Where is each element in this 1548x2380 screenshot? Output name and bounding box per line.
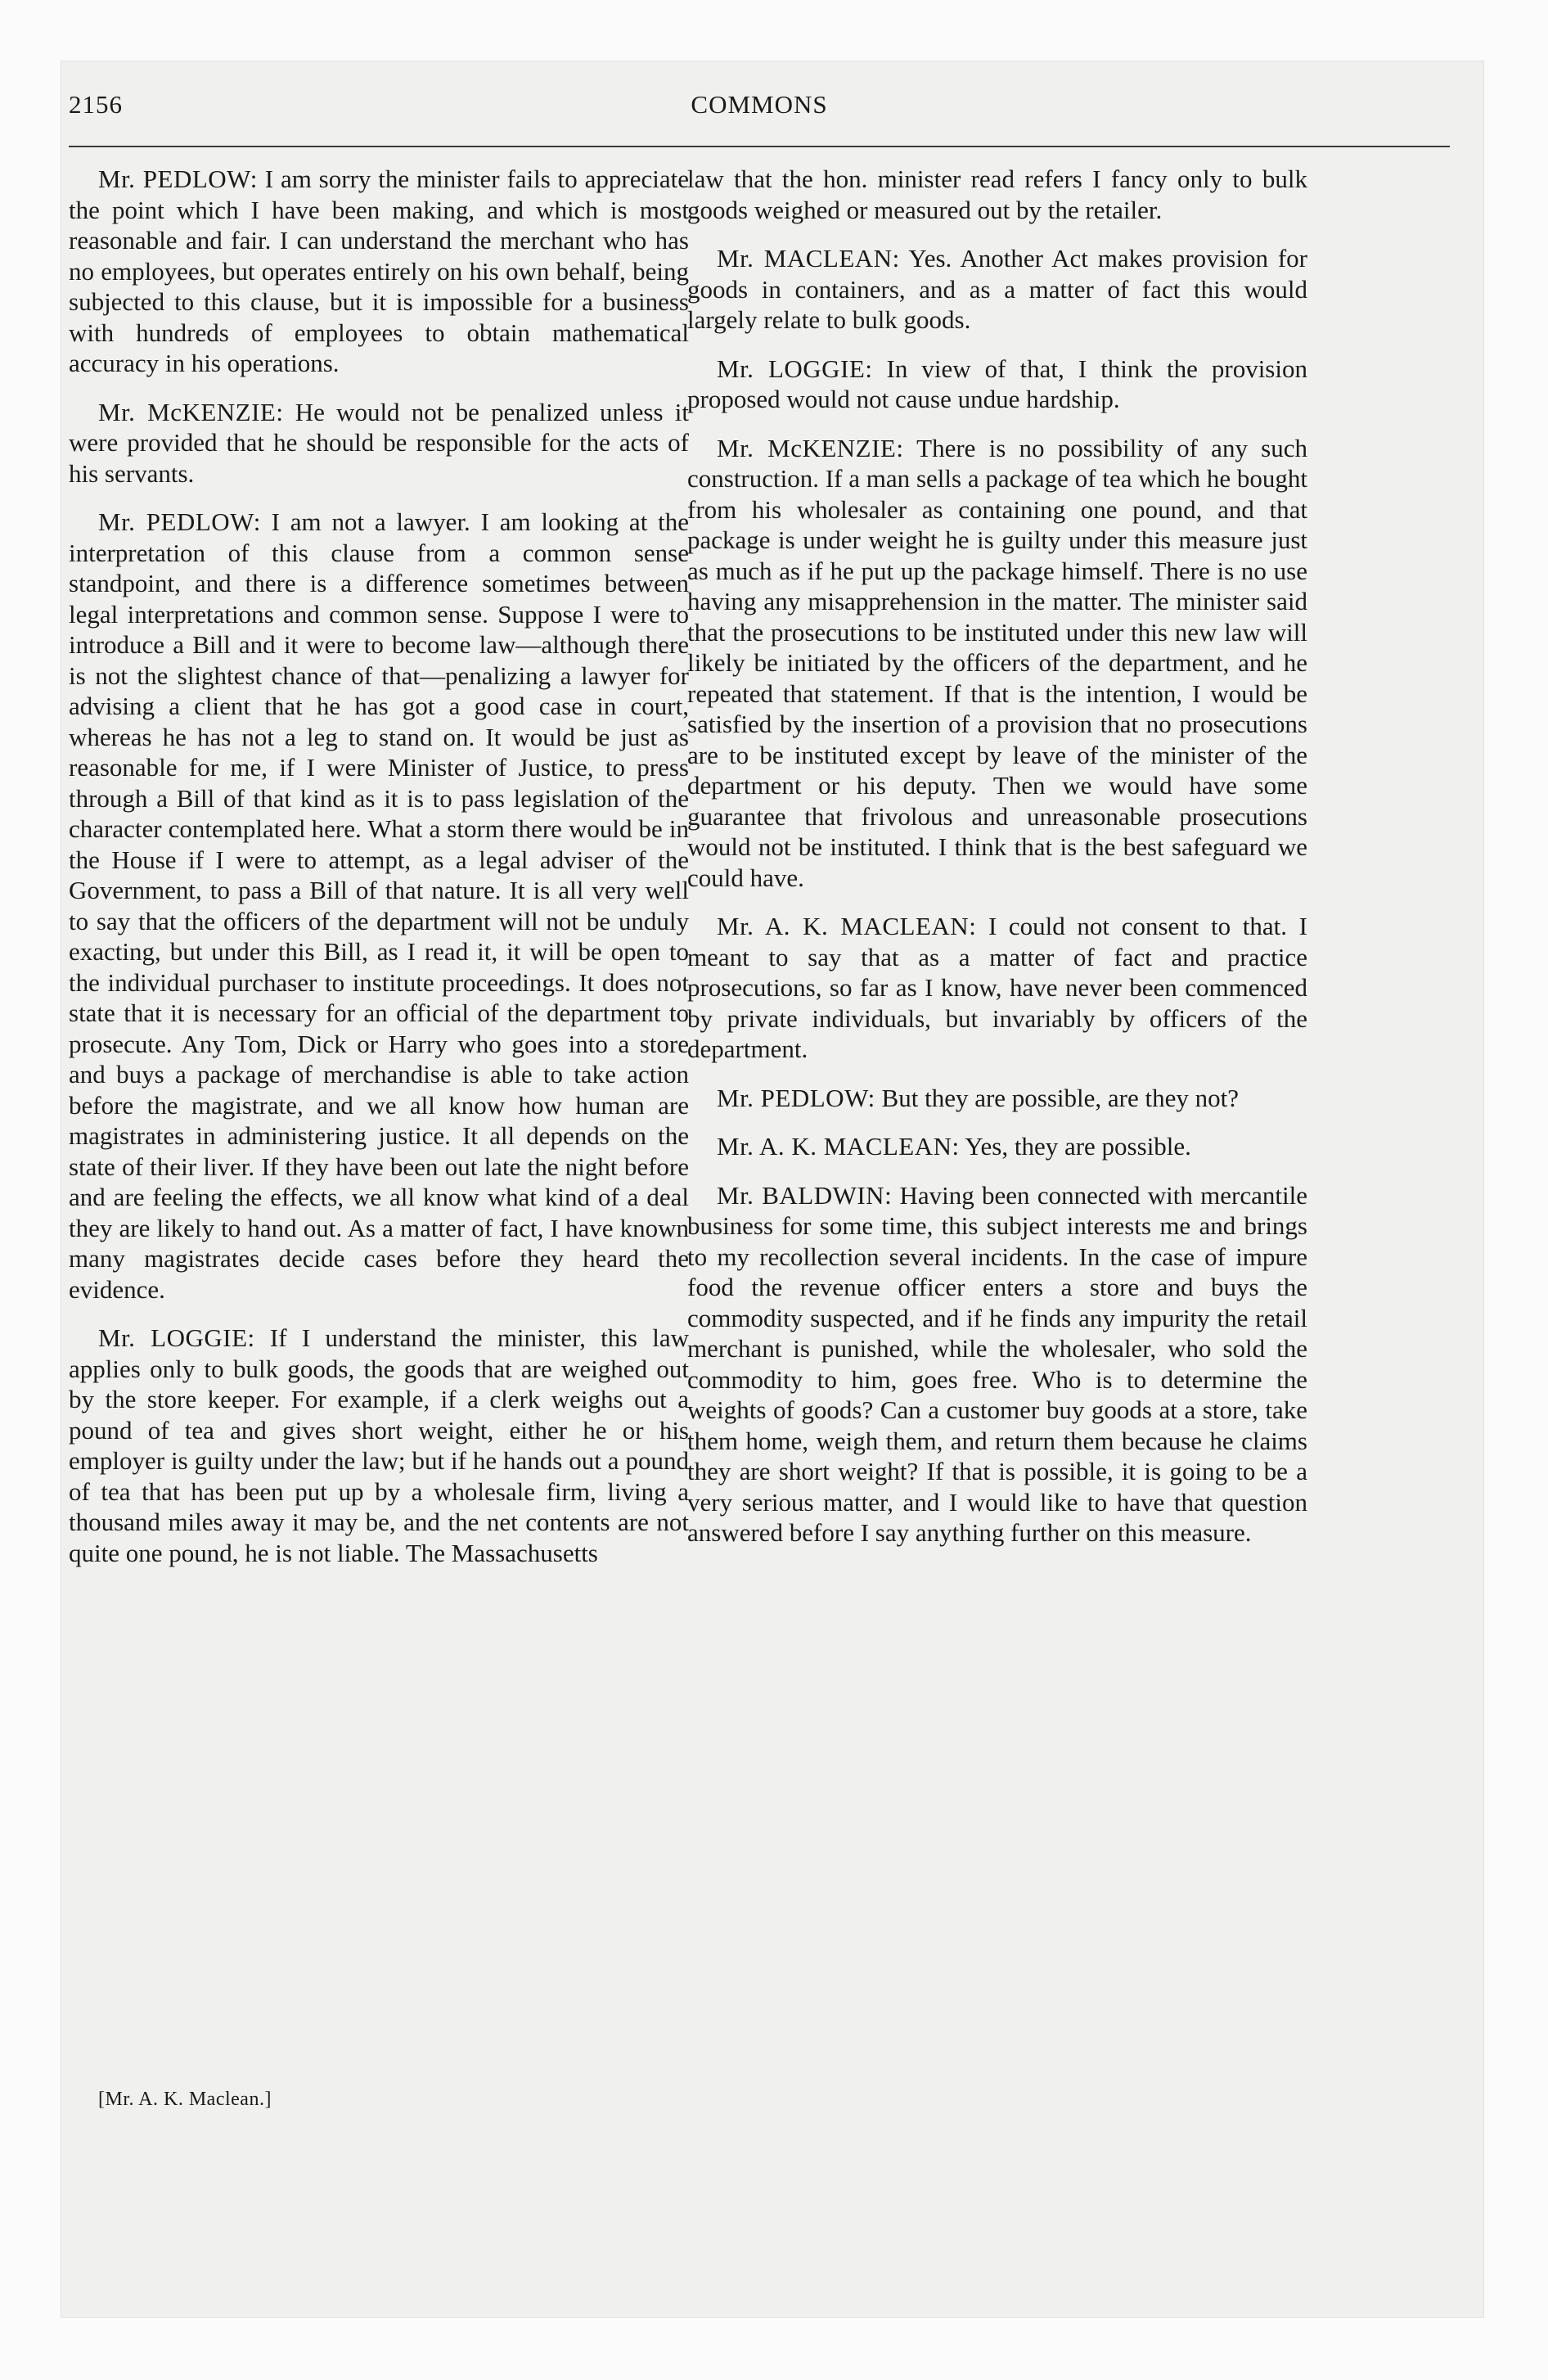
paragraph-text: In view of that, I think the provision proposed would not cause undue hardship.: [687, 354, 1307, 413]
paragraph: [687, 911, 1307, 1065]
paragraph-text: Yes. Another Act makes provision for goods in containers, and as a matter of fact this would largely relate to bulk goods.: [687, 244, 1307, 334]
paragraph: [69, 1323, 689, 1568]
speaker-name: Mr. MACLEAN:: [717, 244, 900, 273]
speaker-name: Mr. LOGGIE:: [717, 354, 873, 383]
paragraph-text: There is no possibility of any such construction. If a man sells a package of tea which he bought from his wholesaler as containing one pound, and that package is under weight he is guilty under this measure just as much as if he put up the package himself. There is no use having any misapprehension in the matter. The minister said that the prosecutions to be instituted under this new law will likely be initiated by the officers of the department, and he repeated that statement. If that is the intention, I would be satisfied by the insertion of a provision that no prosecutions are to be instituted except by leave of the minister of the department or his deputy. Then we would have some guarantee that frivolous and unreasonable prosecutions would not be instituted. I think that is the best safeguard we could have.: [687, 433, 1307, 892]
paragraph: [69, 397, 689, 489]
speaker-name: Mr. BALDWIN:: [717, 1180, 893, 1210]
speaker-name: Mr. PEDLOW:: [98, 507, 261, 536]
paragraph: [687, 433, 1307, 894]
paragraph-text: If I understand the minister, this law applies only to bulk goods, the goods that are weighed out by the store keeper. For example, if a clerk weighs out a pound of tea and gives short weight, either he or his employer is guilty under the law; but if he hands out a pound of tea that has been put up by a wholesale firm, living a thousand miles away it may be, and the net contents are not quite one pound, he is not liable. The Massachusetts: [69, 1323, 689, 1567]
speaker-name: Mr. PEDLOW:: [98, 165, 258, 193]
page-header: [69, 90, 1450, 139]
paragraph: [687, 1131, 1307, 1162]
left-column: [69, 164, 689, 1586]
speaker-name: Mr. A. K. MACLEAN:: [717, 1132, 960, 1161]
right-column: [687, 164, 1307, 1566]
speaker-name: Mr. A. K. MACLEAN:: [717, 912, 977, 940]
paragraph: [687, 243, 1307, 336]
footnote: [Mr. A. K. Maclean.]: [98, 2089, 272, 2110]
paragraph: [687, 354, 1307, 415]
paragraph-text: But they are possible, are they not?: [875, 1083, 1239, 1112]
paragraph-text: I could not consent to that. I meant to say that as a matter of fact and practice prosecutions, so far as I know, have never been commenced by private individuals, but invariably by officers of the department.: [687, 912, 1307, 1063]
paragraph-text: Having been connected with mercantile business for some time, this subject interests me and brings to my recollection several incidents. In the case of impure food the revenue officer enters a store and buys the commodity suspected, and if he finds any impurity the retail merchant is punished, while the wholesaler, who sold the commodity to him, goes free. Who is to determine the weights of goods? Can a customer buy goods at a store, take them home, weigh them, and return them because he claims they are short weight? If that is possible, it is going to be a very serious matter, and I would like to have that question answered before I say anything further on this measure.: [687, 1180, 1307, 1547]
page-number: 2156: [69, 90, 123, 119]
paragraph-text: I am not a lawyer. I am looking at the interpretation of this clause from a common sense standpoint, and there is a difference sometimes between legal interpretations and common sense. Suppose I were to introduce a Bill and it were to become law—although there is not the slightest chance of that—penalizing a lawyer for advising a client that he has got a good case in court, whereas he has not a leg to stand on. It would be just as reasonable for me, if I were Minister of Justice, to press through a Bill of that kind as it is to pass legislation of the character contemplated here. What a storm there would be in the House if I were to attempt, as a legal adviser of the Government, to pass a Bill of that nature. It is all very well to say that the officers of the department will not be unduly exacting, but under this Bill, as I read it, it will be open to the individual purchaser to institute proceedings. It does not state that it is necessary for an official of the department to prosecute. Any Tom, Dick or Harry who goes into a store and buys a package of merchandise is able to take action before the magistrate, and we all know how human are magistrates in administering justice. It all depends on the state of their liver. If they have been out late the night before and are feeling the effects, we all know what kind of a deal they are likely to hand out. As a matter of fact, I have known many magistrates decide cases before they heard the evidence.: [69, 507, 689, 1304]
paragraph: [69, 507, 689, 1305]
paragraph-text: I am sorry the minister fails to appreciate the point which I have been making, and which is most reasonable and fair. I can understand the merchant who has no employees, but operates entirely on his own behalf, being subjected to this clause, but it is impossible for a business with hundreds of employees to obtain mathematical accuracy in his operations.: [69, 165, 689, 377]
speaker-name: Mr. McKENZIE:: [98, 397, 284, 426]
header-rule: [69, 146, 1450, 147]
paragraph-continued: [687, 164, 1307, 225]
running-title: COMMONS: [691, 90, 828, 119]
paragraph-text: He would not be penalized unless it were provided that he should be responsible for the acts of his servants.: [69, 397, 689, 488]
speaker-name: Mr. LOGGIE:: [98, 1323, 255, 1352]
paragraph: [687, 1180, 1307, 1548]
paragraph: [687, 1083, 1307, 1114]
speaker-name: Mr. McKENZIE:: [717, 433, 904, 462]
paragraph-text: Yes, they are possible.: [959, 1132, 1191, 1161]
paragraph: [69, 164, 689, 379]
paragraph-text: law that the hon. minister read refers I fancy only to bulk goods weighed or measured out by the retailer.: [687, 165, 1307, 224]
speaker-name: Mr. PEDLOW:: [717, 1083, 875, 1112]
